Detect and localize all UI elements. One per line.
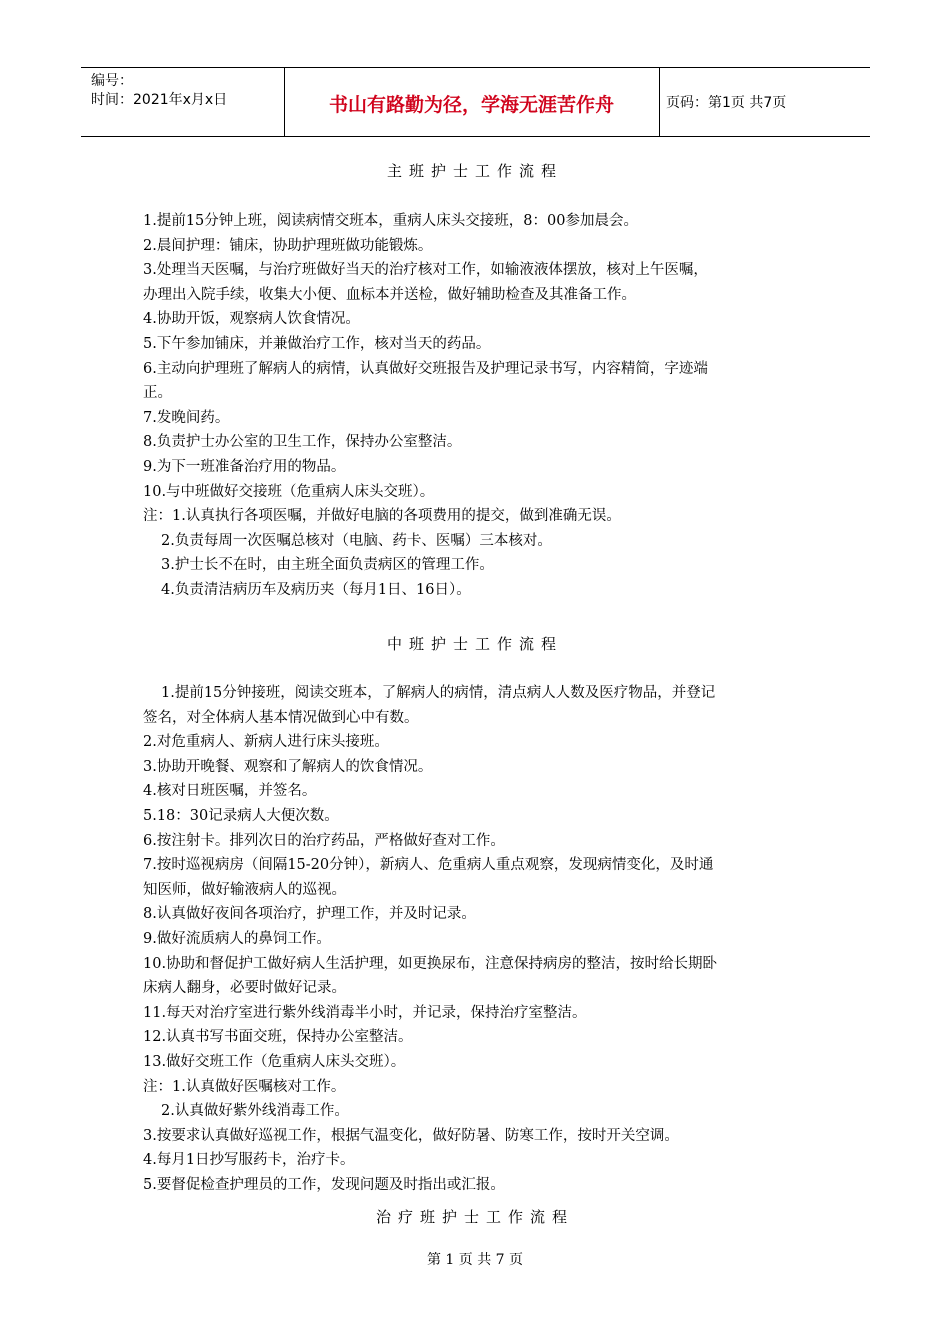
list-item: 1.提前15分钟接班，阅读交班本，了解病人的病情，清点病人人数及医疗物品，并登记: [161, 685, 716, 701]
section-title-main-shift: 主班护士工作流程: [386, 162, 563, 180]
note-item: 4.每月1日抄写服药卡，治疗卡。: [143, 1152, 355, 1169]
list-item: 床病人翻身，必要时做好记录。: [143, 980, 346, 997]
list-item: 10.协助和督促护工做好病人生活护理，如更换尿布，注意保持病房的整洁，按时给长期卧: [143, 955, 718, 972]
note-item: 2.负责每周一次医嘱总核对（电脑、药卡、医嘱）三本核对。: [161, 532, 552, 549]
list-item: 6.主动向护理班了解病人的病情，认真做好交班报告及护理记录书写，内容精简，字迹端: [143, 360, 708, 377]
note-item: 2.认真做好紫外线消毒工作。: [161, 1103, 349, 1120]
number-label: 编号：: [91, 73, 133, 89]
header-left-cell: [81, 68, 285, 136]
list-item: 4.协助开饭，观察病人饮食情况。: [143, 311, 360, 328]
note-item: 注：1.认真执行各项医嘱，并做好电脑的各项费用的提交，做到准确无误。: [143, 508, 621, 525]
list-item: 2.对危重病人、新病人进行床头接班。: [143, 734, 389, 751]
list-item: 正。: [143, 385, 172, 402]
header-motto: 书山有路勤为径，学海无涯苦作舟: [328, 94, 614, 116]
note-item: 3.按要求认真做好巡视工作，根据气温变化，做好防暑、防寒工作，按时开关空调。: [143, 1127, 679, 1144]
section-title-treatment-shift: 治疗班护士工作流程: [375, 1208, 574, 1226]
list-item: 8.认真做好夜间各项治疗，护理工作，并及时记录。: [143, 906, 476, 923]
section-middle-shift: [143, 681, 813, 1197]
list-item: 签名，对全体病人基本情况做到心中有数。: [143, 709, 419, 726]
section-title-middle-shift: 中班护士工作流程: [386, 635, 563, 653]
list-item: 4.核对日班医嘱，并签名。: [143, 783, 317, 800]
list-item: 6.按注射卡。排列次日的治疗药品，严格做好查对工作。: [143, 832, 505, 849]
list-item: 13.做好交班工作（危重病人床头交班）。: [143, 1053, 406, 1070]
list-item: 10.与中班做好交接班（危重病人床头交班）。: [143, 483, 435, 500]
list-item: 9.为下一班准备治疗用的物品。: [143, 458, 346, 475]
note-item: 注：1.认真做好医嘱核对工作。: [143, 1078, 346, 1095]
header-page-cell: [660, 68, 870, 136]
list-item: 2.晨间护理：铺床，协助护理班做功能锻炼。: [143, 237, 433, 254]
page-footer: 第 1 页 共 7 页: [426, 1252, 524, 1268]
list-item: 3.处理当天医嘱，与治疗班做好当天的治疗核对工作，如输液液体摆放，核对上午医嘱，: [143, 262, 708, 279]
note-item: 4.负责清洁病历车及病历夹（每月1日、16日）。: [161, 581, 471, 598]
note-item: 5.要督促检查护理员的工作，发现问题及时指出或汇报。: [143, 1176, 505, 1193]
list-item: 9.做好流质病人的鼻饲工作。: [143, 930, 331, 947]
list-item: 1.提前15分钟上班，阅读病情交班本，重病人床头交接班，8：00参加晨会。: [143, 213, 638, 229]
section-main-shift: [143, 209, 813, 603]
time-label: 时间：2021年x月x日: [91, 92, 228, 108]
list-item: 5.下午参加铺床，并兼做治疗工作，核对当天的药品。: [143, 335, 491, 352]
list-item: 知医师，做好输液病人的巡视。: [143, 881, 346, 898]
list-item: 3.协助开晚餐、观察和了解病人的饮食情况。: [143, 758, 433, 775]
list-item: 7.按时巡视病房（间隔15-20分钟），新病人、危重病人重点观察，发现病情变化，及时通: [143, 857, 714, 874]
list-item: 7.发晚间药。: [143, 409, 230, 426]
list-item: 12.认真书写书面交班，保持办公室整洁。: [143, 1029, 413, 1046]
header-motto-cell: [284, 68, 660, 136]
header-page-info: 页码：第1页 共7页: [666, 95, 787, 111]
note-item: 3.护士长不在时，由主班全面负责病区的管理工作。: [161, 557, 494, 574]
list-item: 8.负责护士办公室的卫生工作，保持办公室整洁。: [143, 434, 462, 451]
list-item: 5.18：30记录病人大便次数。: [143, 807, 339, 824]
document-header: [81, 67, 870, 137]
list-item: 11.每天对治疗室进行紫外线消毒半小时，并记录，保持治疗室整洁。: [143, 1004, 587, 1021]
list-item: 办理出入院手续，收集大小便、血标本并送检，做好辅助检查及其准备工作。: [143, 286, 636, 303]
